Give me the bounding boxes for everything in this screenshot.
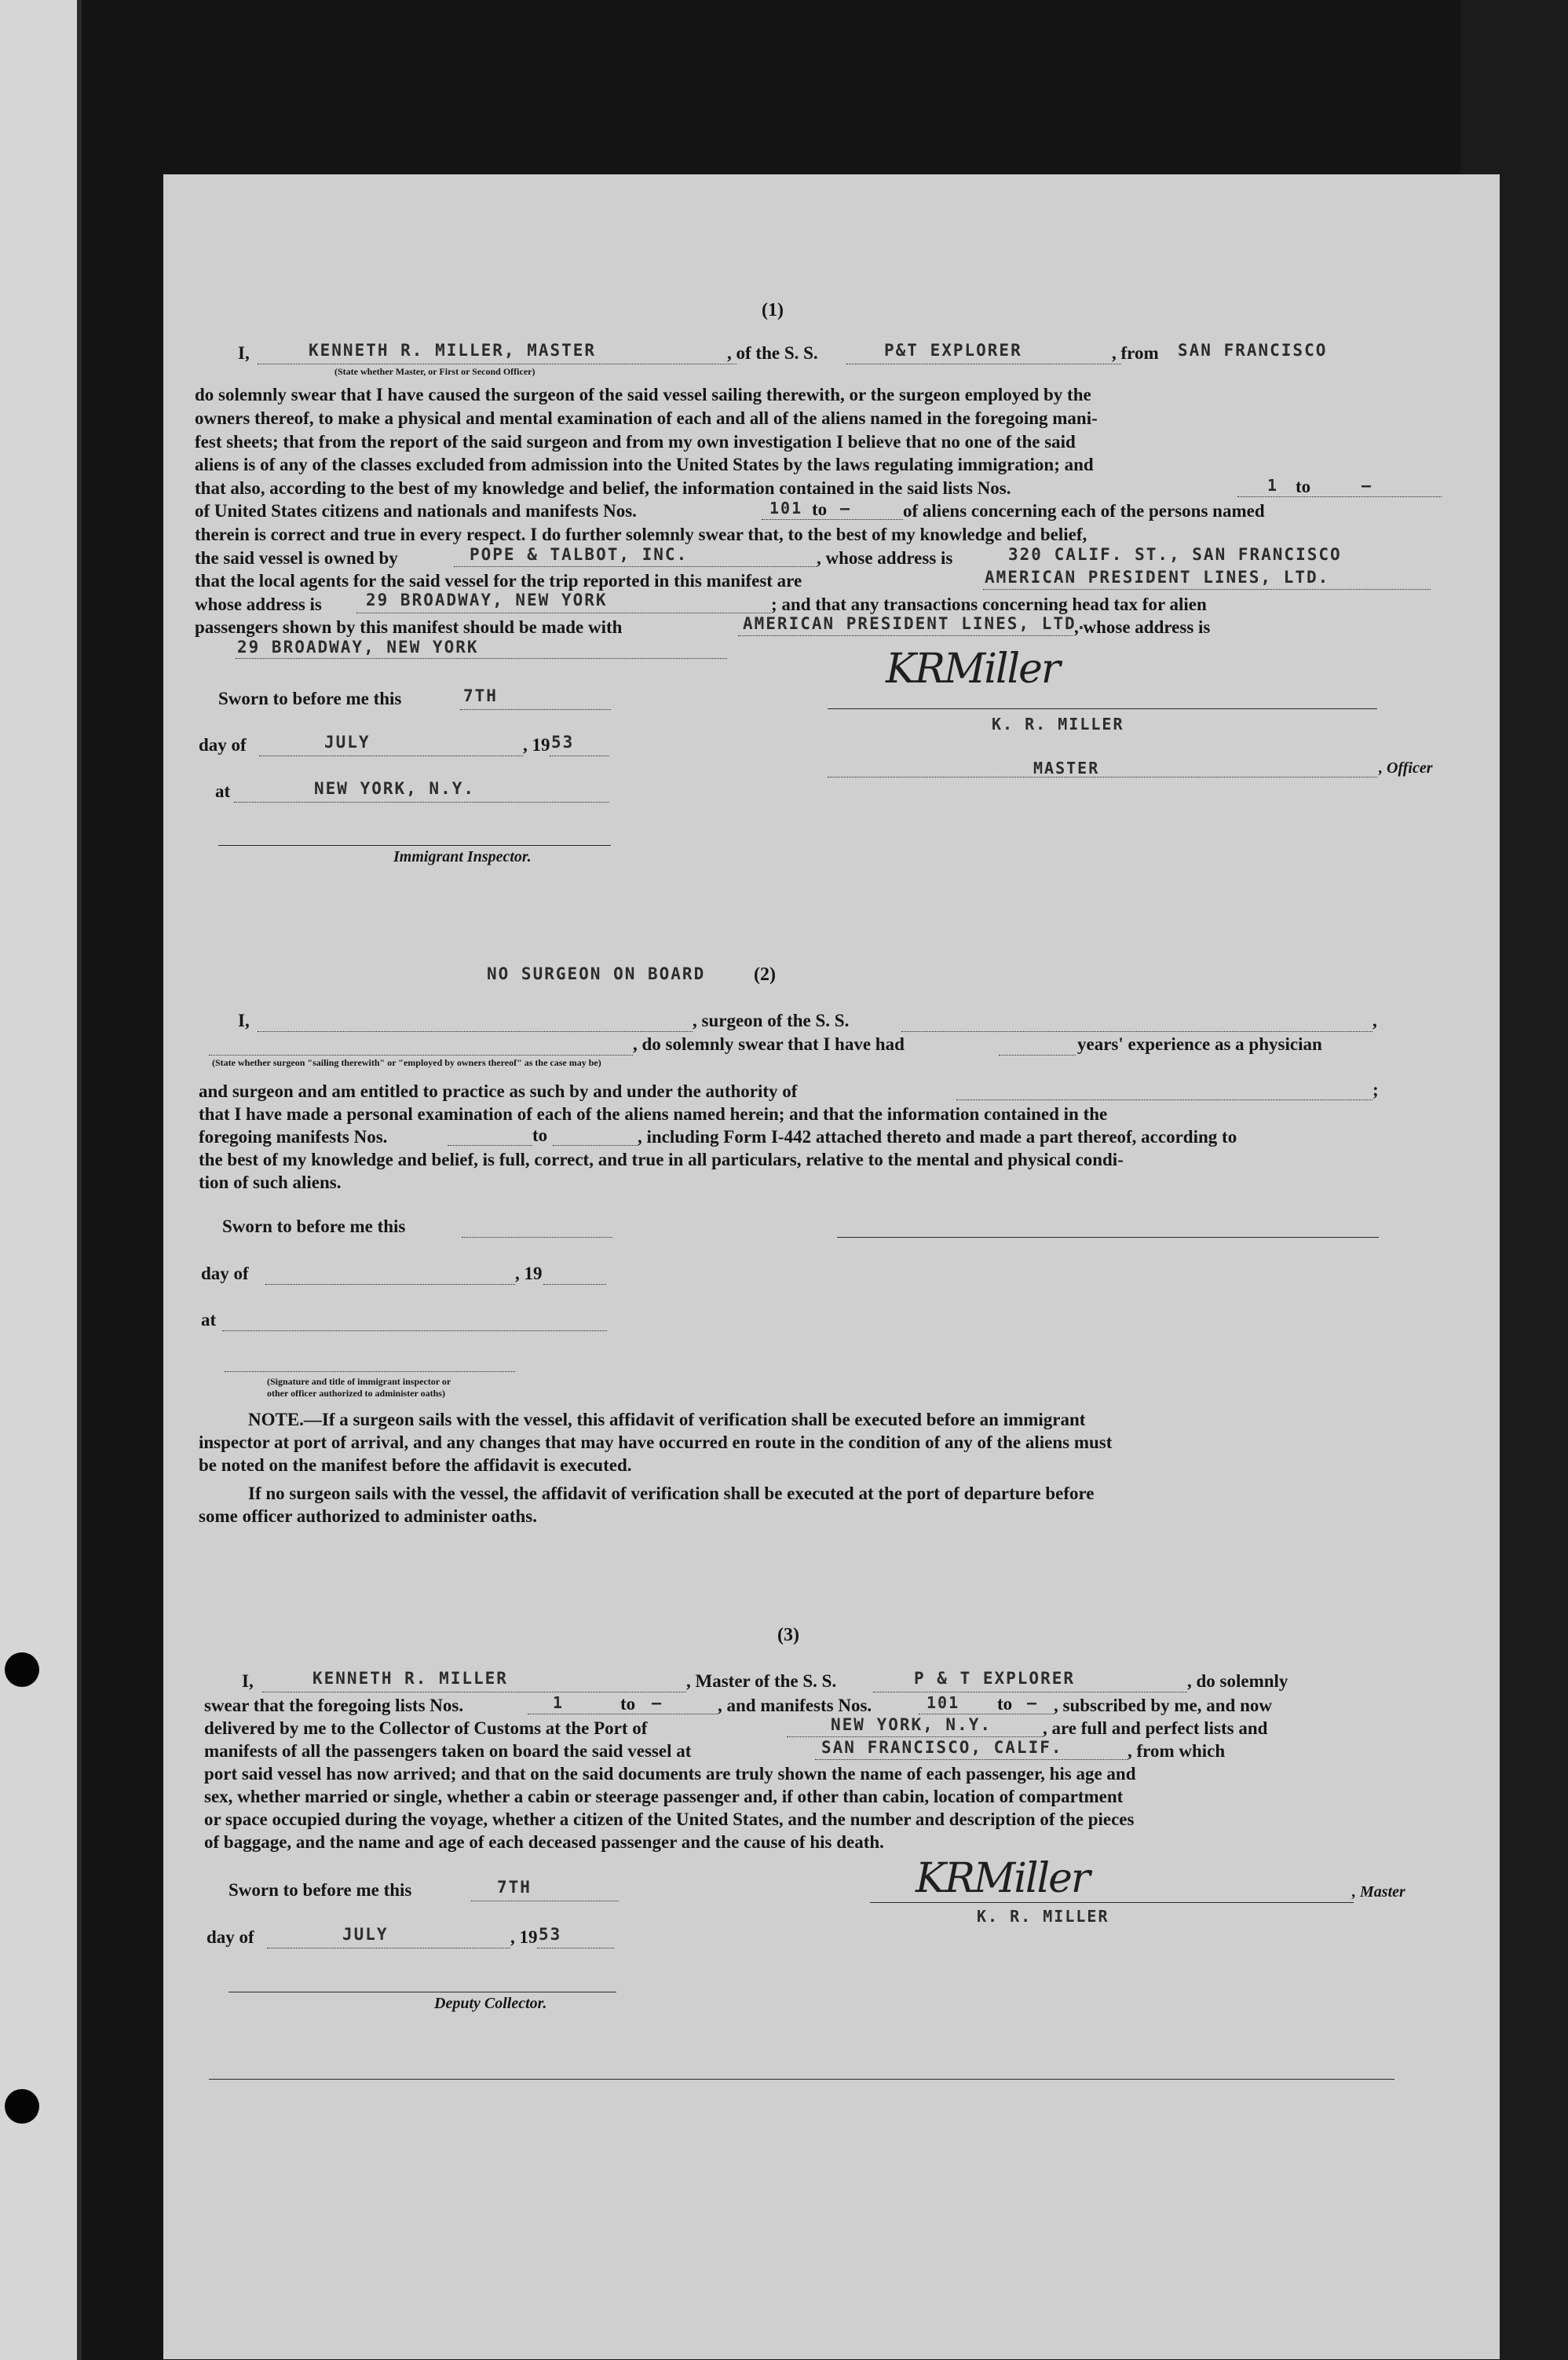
section3-manifests-to-label: to — [997, 1694, 1013, 1714]
section3-line2b: , and manifests Nos. — [718, 1696, 872, 1715]
of-ss-label: , of the S. S. — [727, 343, 818, 363]
section2-sworn-day-line — [462, 1237, 612, 1238]
section2-semicolon: ; — [1372, 1080, 1379, 1100]
section2-line5b: , including Form I-442 attached thereto and made a part thereof, according to — [638, 1127, 1237, 1147]
section3-master-name: KENNETH R. MILLER — [313, 1669, 508, 1688]
year-suffix: 53 — [551, 733, 575, 752]
section2-at-label: at — [201, 1310, 217, 1330]
years-line — [999, 1055, 1076, 1056]
master-state-note: (State whether Master, or First or Second Officer) — [334, 366, 535, 377]
section3-lists-to-label: to — [620, 1694, 636, 1714]
section2-year-line — [543, 1284, 606, 1285]
headtax-address-line — [236, 658, 727, 659]
section3-departure-port: SAN FRANCISCO, CALIF. — [821, 1738, 1063, 1757]
surgeon-name-line — [258, 1031, 693, 1032]
section3-line6: sex, whether married or single, whether a cabin or steerage passenger and, if other than cabin, location of compartment — [204, 1787, 1124, 1806]
year-prefix: , 19 — [523, 735, 550, 755]
manifest-to-line — [553, 1145, 638, 1146]
surgeon-status-line — [209, 1055, 633, 1056]
sworn-day: 7TH — [463, 686, 498, 705]
section3-lists-to: — — [652, 1693, 663, 1712]
section1-heading: (1) — [762, 300, 784, 320]
section2-place-line — [222, 1330, 607, 1331]
section3-port-line — [787, 1736, 1043, 1737]
years-label: years' experience as a physician — [1077, 1034, 1322, 1054]
manifests-to: — — [840, 499, 852, 518]
section3-signature-line — [870, 1902, 1354, 1903]
signer-name: K. R. MILLER — [992, 715, 1124, 734]
section1-line1: do solemnly swear that I have caused the surgeon of the said vessel sailing therewith, or the surgeon employed by the — [195, 385, 1091, 404]
left-adjacent-page — [0, 0, 77, 2360]
section1-line11a: passengers shown by this manifest should be made with — [195, 617, 623, 637]
section1-line8a: the said vessel is owned by — [195, 548, 398, 568]
from-label: , from — [1112, 343, 1159, 363]
master-signature: KRMiller — [886, 646, 1059, 693]
note-line4: If no surgeon sails with the vessel, the affidavit of verification shall be executed at the port of departure before — [248, 1484, 1095, 1503]
section3-year-prefix: , 19 — [510, 1927, 538, 1947]
note-line3: be noted on the manifest before the affidavit is executed. — [199, 1455, 632, 1475]
section2-line7: tion of such aliens. — [199, 1173, 342, 1192]
section2-month-line — [265, 1284, 515, 1285]
agents-line — [983, 589, 1431, 590]
vessel-name: P&T EXPLORER — [884, 341, 1022, 360]
punch-hole — [5, 2089, 39, 2124]
section3-line3a: delivered by me to the Collector of Customs at the Port of — [204, 1718, 648, 1738]
headtax-address: 29 BROADWAY, NEW YORK — [237, 638, 479, 657]
manifests-nos-line — [762, 519, 903, 520]
owner-address: 320 CALIF. ST., SAN FRANCISCO — [1008, 545, 1342, 564]
section2-i-label: I, — [238, 1011, 250, 1030]
punch-hole — [5, 1652, 39, 1687]
section3-manifests-to: — — [1027, 1693, 1039, 1712]
note-line2: inspector at port of arrival, and any changes that may have occurred en route in the condition of any of the aliens must — [199, 1432, 1113, 1452]
section3-manifests-from: 101 — [927, 1693, 960, 1712]
place: NEW YORK, N.Y. — [314, 779, 476, 798]
section1-line9a: that the local agents for the said vessel for the trip reported in this manifest are — [195, 571, 802, 591]
section3-line3b: , are full and perfect lists and — [1043, 1718, 1268, 1738]
manifest-affidavit-page — [163, 174, 1500, 2359]
section3-signer: K. R. MILLER — [977, 1907, 1109, 1926]
section1-line3: fest sheets; that from the report of the said surgeon and from my own investigation I believe that no one of the said — [195, 432, 1076, 452]
sworn-day-line — [460, 709, 611, 710]
bottom-rule — [209, 2079, 1394, 2080]
signer-title: MASTER — [1033, 759, 1100, 778]
section3-line2a: swear that the foregoing lists Nos. — [204, 1696, 464, 1715]
sworn-label: Sworn to before me this — [218, 689, 402, 708]
inspector-label: Immigrant Inspector. — [393, 848, 532, 865]
master-of-label: , Master of the S. S. — [686, 1671, 837, 1691]
no-surgeon-stamp: NO SURGEON ON BOARD — [487, 964, 706, 983]
section2-line3: and surgeon and am entitled to practice as such by and under the authority of — [199, 1081, 798, 1101]
collector-label: Deputy Collector. — [434, 1995, 547, 2012]
signer-title-line — [828, 777, 1377, 778]
month: JULY — [324, 733, 371, 752]
section3-heading: (3) — [777, 1625, 799, 1645]
surgeon-state-note: (State whether surgeon "sailing therewith" or "employed by owners thereof" as the case may be) — [212, 1057, 601, 1068]
master-label: , Master — [1352, 1883, 1405, 1901]
section3-line7: or space occupied during the voyage, whether a citizen of the United States, and the number and description of the pieces — [204, 1809, 1135, 1829]
owner: POPE & TALBOT, INC. — [470, 545, 689, 564]
section3-day-of-label: day of — [207, 1927, 254, 1947]
section3-line4a: manifests of all the passengers taken on board the said vessel at — [204, 1741, 692, 1761]
section1-line6a: of United States citizens and nationals and manifests Nos. — [195, 501, 637, 521]
section1-line6b: of aliens concerning each of the persons named — [903, 501, 1265, 521]
section1-line5: that also, according to the best of my knowledge and belief, the information contained in the said lists Nos. — [195, 478, 1011, 498]
at-label: at — [215, 781, 231, 801]
section2-day-of-label: day of — [201, 1264, 249, 1283]
solemnly-label: , do solemnly swear that I have had — [633, 1034, 905, 1054]
master-name: KENNETH R. MILLER, MASTER — [309, 341, 597, 360]
owner-line — [454, 566, 817, 567]
section3-sworn-day: 7TH — [497, 1878, 532, 1897]
section3-master-signature: KRMiller — [916, 1855, 1089, 1902]
section3-lists-from: 1 — [553, 1693, 565, 1712]
headtax-agent-line — [738, 635, 1073, 636]
section3-sworn-label: Sworn to before me this — [228, 1880, 412, 1900]
note-line1: NOTE.—If a surgeon sails with the vessel, this affidavit of verification shall be executed before an immigrant — [248, 1410, 1086, 1429]
sig-note-2: other officer authorized to administer oaths) — [267, 1388, 445, 1399]
section1-line8b: , whose address is — [817, 548, 953, 568]
lists-to-label: to — [1296, 477, 1311, 496]
section1-line2: owners thereof, to make a physical and mental examination of each and all of the aliens named in the foregoing mani- — [195, 408, 1098, 428]
section2-official-line — [225, 1371, 515, 1372]
section3-departure-line — [815, 1759, 1128, 1760]
section3-port: NEW YORK, N.Y. — [831, 1715, 992, 1734]
section3-line8: of baggage, and the name and age of each deceased passenger and the cause of his death. — [204, 1832, 884, 1852]
section1-line10a: whose address is — [195, 595, 322, 614]
section1-line10b: ; and that any transactions concerning head tax for alien — [771, 595, 1207, 614]
section2-line4: that I have made a personal examination of each of the aliens named herein; and that the information contained in the — [199, 1104, 1108, 1124]
lists-to: — — [1361, 476, 1373, 495]
note-line5: some officer authorized to administer oaths. — [199, 1506, 537, 1526]
section1-line7: therein is correct and true in every respect. I do further solemnly swear that, to the best of my knowledge and belief, — [195, 525, 1087, 544]
agents: AMERICAN PRESIDENT LINES, LTD. — [985, 568, 1330, 587]
surgeon-of-label: , surgeon of the S. S. — [693, 1011, 850, 1030]
section2-to-label: to — [532, 1125, 548, 1145]
agents-address: 29 BROADWAY, NEW YORK — [366, 591, 608, 609]
officer-label: , Officer — [1379, 759, 1433, 777]
left-page-edge — [77, 0, 82, 2360]
section3-vessel: P & T EXPLORER — [914, 1669, 1076, 1688]
section3-line2c: , subscribed by me, and now — [1054, 1696, 1272, 1715]
surgeon-vessel-line — [901, 1031, 1372, 1032]
section2-sworn-label: Sworn to before me this — [222, 1217, 406, 1236]
lists-nos-line — [1237, 496, 1442, 497]
surgeon-signature-line — [837, 1237, 1379, 1238]
sig-note-1: (Signature and title of immigrant inspector or — [267, 1376, 451, 1387]
lists-from: 1 — [1267, 476, 1279, 495]
manifests-to-label: to — [812, 499, 828, 519]
section2-comma: , — [1372, 1011, 1377, 1030]
inspector-signature-line — [218, 845, 611, 846]
section3-line4b: , from which — [1128, 1741, 1226, 1761]
section3-year-suffix: 53 — [539, 1925, 562, 1944]
section1-line11b: , whose address is — [1074, 617, 1211, 637]
place-line — [234, 802, 609, 803]
manifests-from: 101 — [769, 499, 803, 518]
section3-line5: port said vessel has now arrived; and that on the said documents are truly shown the name of each passenger, his age and — [204, 1764, 1136, 1784]
manifest-from-line — [448, 1145, 532, 1146]
section2-line6: the best of my knowledge and belief, is full, correct, and true in all particulars, relative to the mental and physical condi- — [199, 1150, 1124, 1169]
section2-heading: (2) — [754, 964, 776, 985]
master-signature-line — [828, 708, 1377, 709]
section2-line5a: foregoing manifests Nos. — [199, 1127, 388, 1147]
section1-line4: aliens is of any of the classes excluded from admission into the United States by the laws regulating immigration; and — [195, 455, 1094, 474]
section3-i-label: I, — [242, 1671, 254, 1691]
from-port: SAN FRANCISCO — [1178, 341, 1328, 360]
section3-month: JULY — [342, 1925, 389, 1944]
headtax-agent: AMERICAN PRESIDENT LINES, LTD. — [743, 614, 1088, 633]
section3-solemnly: , do solemnly — [1187, 1671, 1288, 1691]
section1-i-label: I, — [238, 343, 250, 363]
day-of-label: day of — [199, 735, 247, 755]
section2-year-label: , 19 — [515, 1264, 543, 1283]
